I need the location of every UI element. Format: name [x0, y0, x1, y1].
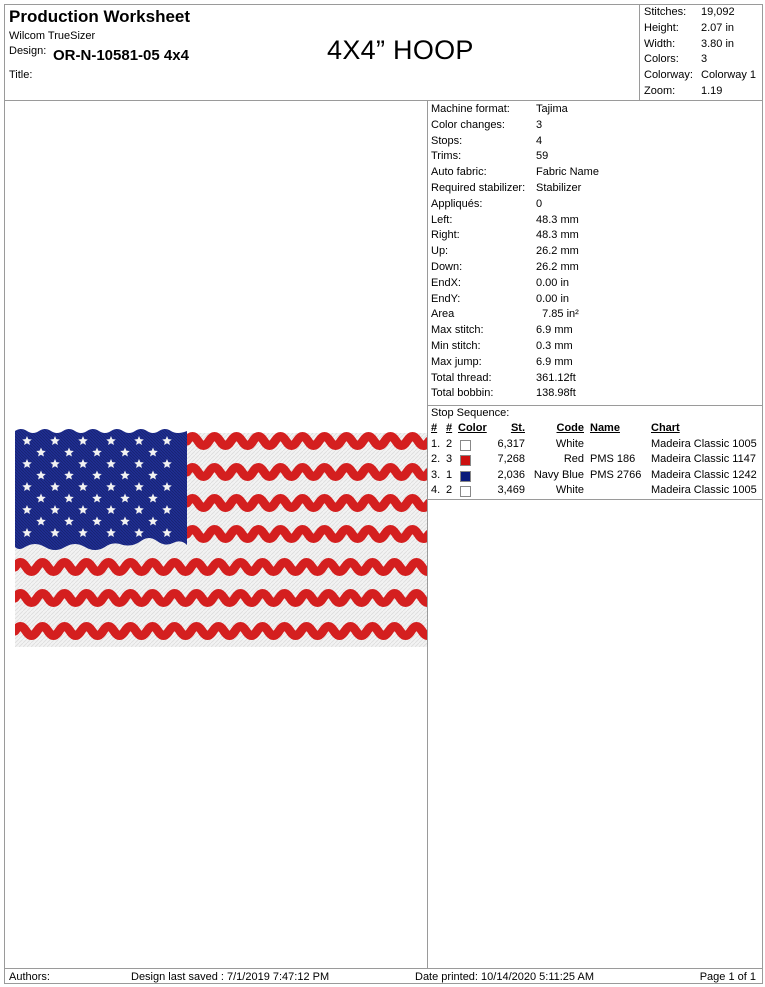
stop-stitches: 7,268: [497, 453, 525, 466]
star-canton: [15, 429, 187, 550]
color-swatch: [460, 471, 471, 482]
info-row: [431, 387, 763, 403]
stat-row: [640, 53, 762, 69]
info-row: [431, 214, 763, 230]
stop-row: [431, 438, 763, 454]
stop-row: [431, 453, 763, 469]
info-row: [431, 356, 763, 372]
stat-row: [640, 22, 762, 38]
info-value: Tajima: [536, 103, 568, 115]
stop-index: 4.: [431, 484, 441, 497]
stop-row: [431, 484, 763, 500]
stop-chart: Madeira Classic 1147: [651, 453, 756, 466]
info-label: Right:: [431, 229, 460, 242]
stat-label: Colorway:: [644, 69, 693, 82]
machine-info: [431, 103, 763, 403]
stat-value: 19,092: [701, 6, 735, 18]
stop-code: White: [555, 437, 584, 450]
stop-name: PMS 2766: [590, 468, 642, 481]
info-value: 3: [536, 118, 543, 131]
info-row: [431, 150, 763, 166]
info-row: [431, 372, 763, 388]
info-label: Area: [431, 308, 455, 321]
stop-code: Red: [563, 453, 584, 466]
info-value: 26.2 mm: [536, 245, 579, 258]
stat-value: Colorway 1: [701, 69, 757, 82]
stop-color-number: 2: [446, 484, 453, 497]
stop-sequence-title: Stop Sequence:: [431, 407, 510, 419]
stat-label: Height:: [644, 21, 679, 34]
header: [5, 5, 762, 101]
column-divider: [427, 101, 428, 968]
info-value: 6.9 mm: [536, 324, 573, 337]
stat-row: [640, 85, 762, 101]
stop-chart: Madeira Classic 1005: [651, 437, 757, 450]
info-value: 138.98ft: [536, 387, 576, 400]
info-label: Total bobbin:: [431, 387, 494, 400]
info-value: 6.9 mm: [536, 355, 573, 368]
info-row: [431, 277, 763, 293]
stop-chart: Madeira Classic 1005: [651, 484, 757, 497]
info-value: 48.3 mm: [536, 229, 579, 242]
info-label: Max jump:: [431, 355, 482, 368]
stat-label: Width:: [644, 37, 676, 50]
info-label: Machine format:: [431, 103, 510, 115]
stop-code: White: [555, 484, 584, 497]
stat-row: [640, 38, 762, 54]
info-row: [431, 182, 763, 198]
info-row: [431, 103, 763, 119]
stop-table-header: [431, 422, 763, 438]
worksheet: [4, 4, 763, 984]
info-row: [431, 340, 763, 356]
info-row: [431, 198, 763, 214]
info-value: 0.3 mm: [536, 339, 573, 352]
header-stitches: St.: [510, 422, 525, 434]
hoop-size: 4X4” HOOP: [327, 35, 474, 65]
date-printed: Date printed: 10/14/2020 5:11:25 AM: [415, 971, 594, 983]
header-index: #: [431, 422, 438, 434]
info-value: 4: [536, 134, 543, 147]
info-label: Color changes:: [431, 118, 505, 131]
stop-color-number: 1: [446, 468, 453, 481]
page-number: Page 1 of 1: [699, 971, 756, 983]
stop-sequence-table: [431, 422, 763, 500]
authors-label: Authors:: [9, 971, 50, 983]
info-row: [431, 229, 763, 245]
stop-index: 1.: [431, 437, 441, 450]
stat-value: 2.07 in: [701, 21, 735, 34]
info-value: 0.00 in: [536, 292, 570, 305]
stop-sequence-divider: [427, 405, 763, 406]
info-value: 0.00 in: [536, 276, 570, 289]
info-label: Left:: [431, 213, 453, 226]
stop-stitches: 3,469: [497, 484, 525, 497]
info-row: [431, 245, 763, 261]
info-row: [431, 119, 763, 135]
header-chart: Chart: [651, 422, 680, 434]
stat-row: [640, 69, 762, 85]
stop-stitches: 6,317: [497, 437, 525, 450]
software-name: Wilcom TrueSizer: [9, 30, 96, 42]
stop-index: 3.: [431, 468, 441, 481]
info-label: Appliqués:: [431, 197, 483, 210]
stat-value: 3.80 in: [701, 37, 735, 50]
info-value: 48.3 mm: [536, 213, 579, 226]
stop-row: [431, 469, 763, 485]
stat-label: Stitches:: [644, 6, 687, 18]
info-label: Required stabilizer:: [431, 181, 526, 194]
info-label: Min stitch:: [431, 339, 481, 352]
header-code: Code: [556, 422, 584, 434]
stop-stitches: 2,036: [497, 468, 525, 481]
stop-index: 2.: [431, 453, 441, 466]
color-swatch: [460, 455, 471, 466]
design-label: Design:: [9, 45, 47, 57]
title-label: Title:: [9, 69, 33, 81]
info-label: Trims:: [431, 150, 462, 163]
info-row: [431, 293, 763, 309]
info-value: 0: [536, 197, 543, 210]
info-row: [431, 308, 763, 324]
header-name: Name: [590, 422, 620, 434]
info-label: Auto fabric:: [431, 166, 487, 179]
info-value: Stabilizer: [536, 181, 582, 194]
color-swatch: [460, 486, 471, 497]
info-row: [431, 261, 763, 277]
stat-value: 1.19: [701, 84, 723, 97]
header-color: Color: [458, 422, 487, 434]
footer: [5, 968, 762, 984]
info-label: Up:: [431, 245, 449, 258]
info-row: [431, 135, 763, 151]
info-label: Max stitch:: [431, 324, 484, 337]
info-value: 26.2 mm: [536, 260, 579, 273]
stat-label: Zoom:: [644, 84, 676, 97]
info-label: Total thread:: [431, 371, 492, 384]
info-value: Fabric Name: [536, 166, 599, 179]
info-row: [431, 324, 763, 340]
last-saved: Design last saved : 7/1/2019 7:47:12 PM: [131, 971, 330, 983]
color-swatch: [460, 440, 471, 451]
stop-sequence-bottom-rule: [427, 499, 763, 500]
stop-code: Navy Blue: [533, 468, 584, 481]
flag-embroidery-preview: [15, 427, 427, 653]
stat-row: [640, 6, 762, 22]
info-value: 7.85 in²: [536, 308, 579, 321]
info-value: 361.12ft: [536, 371, 576, 384]
info-label: EndY:: [431, 292, 461, 305]
stat-label: Colors:: [644, 53, 679, 66]
stop-chart: Madeira Classic 1242: [651, 468, 757, 481]
design-name: OR-N-10581-05 4x4: [53, 47, 189, 64]
info-label: Stops:: [431, 134, 463, 147]
stop-color-number: 3: [446, 453, 453, 466]
stop-name: PMS 186: [590, 453, 636, 466]
info-row: [431, 166, 763, 182]
worksheet-title: Production Worksheet: [9, 7, 191, 26]
info-value: 59: [536, 150, 549, 163]
stats-panel: [639, 5, 762, 101]
header-color-number: #: [446, 422, 453, 434]
stop-color-number: 2: [446, 437, 453, 450]
stat-value: 3: [701, 53, 708, 66]
info-label: EndX:: [431, 276, 461, 289]
info-label: Down:: [431, 260, 463, 273]
